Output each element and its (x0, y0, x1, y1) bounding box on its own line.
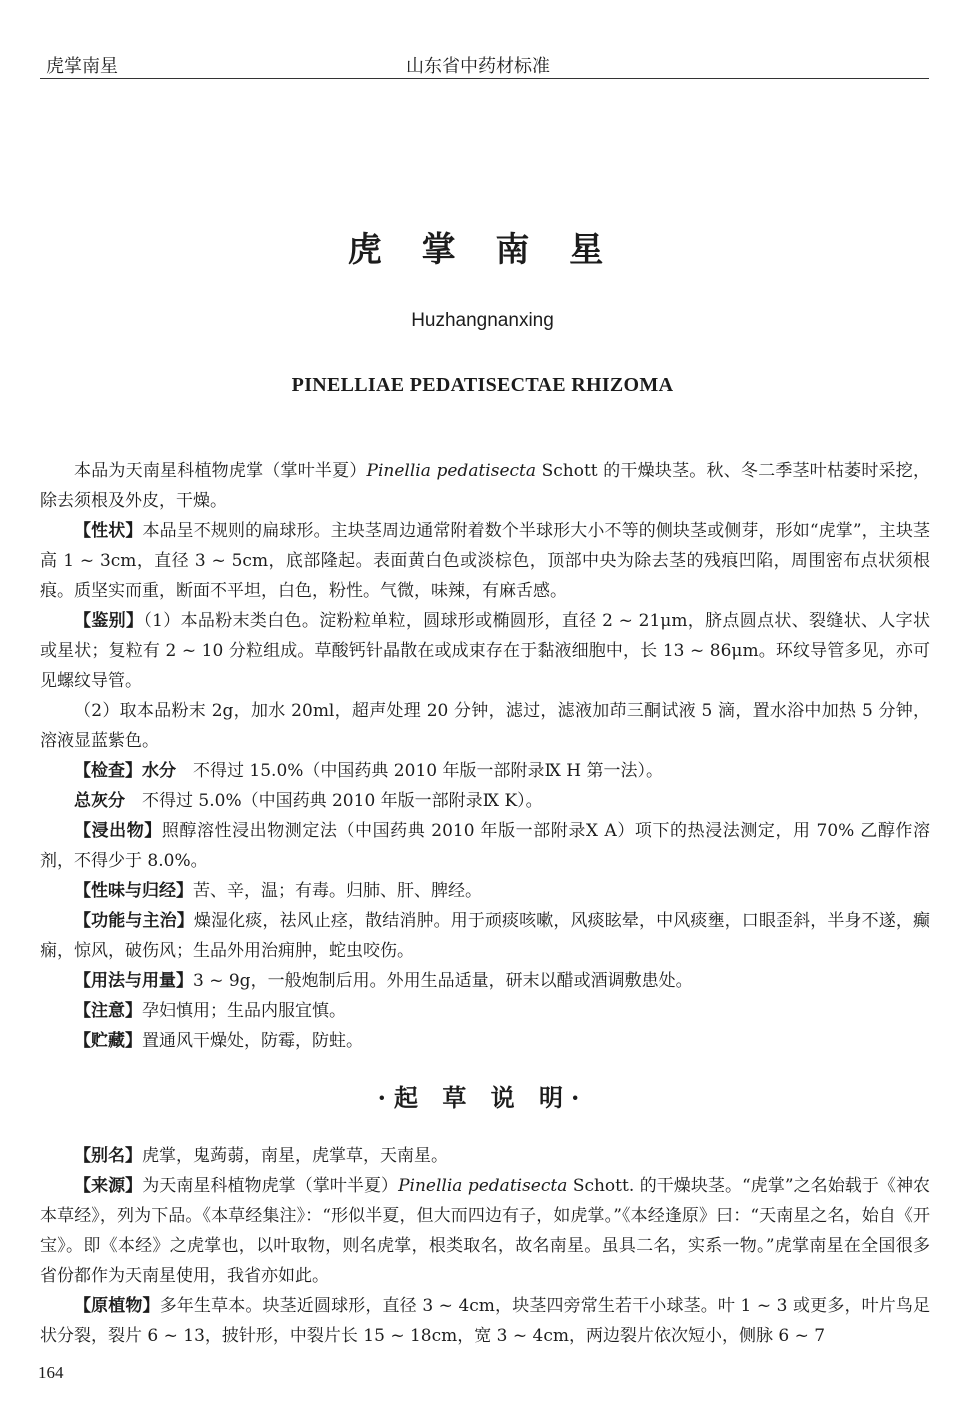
plant-paragraph: 【原植物】多年生草本。块茎近圆球形，直径 3 ~ 4cm，块茎四旁常生若干小球茎。叶 1 ~ 3 或更多，叶片鸟足状分裂，裂片 6 ~ 13，披针形，中裂片长 15 ~ 18cm，宽 3 ~ 4cm，两边裂片依次短小，侧脉 6 ~ 7 (40, 1296, 931, 1346)
section-label: 【贮藏】 (74, 1031, 142, 1051)
section-label: 【性状】 (74, 521, 143, 541)
storage-paragraph: 【贮藏】置通风干燥处，防霉，防蛀。 (74, 1031, 363, 1051)
intro-paragraph: 本品为天南星科植物虎掌（掌叶半夏）Pinellia pedatisecta Schott 的干燥块茎。秋、冬二季茎叶枯萎时采挖，除去须根及外皮，干燥。 (40, 461, 930, 511)
extract-paragraph: 【浸出物】照醇溶性浸出物测定法（中国药典 2010 年版一部附录Ⅹ A）项下的热浸法测定，用 70% 乙醇作溶剂，不得少于 8.0%。 (40, 821, 930, 871)
species-name: Pinellia pedatisecta (366, 461, 536, 481)
section-label: 【浸出物】 (74, 821, 162, 841)
page-number: 164 (38, 1363, 64, 1382)
drafting-notes-body (40, 1141, 930, 1351)
section-label: 【原植物】 (74, 1296, 160, 1316)
identification-paragraph-2: （2）取本品粉末 2g，加水 20ml，超声处理 20 分钟，滤过，滤液加茚三酮试液 5 滴，置水浴中加热 5 分钟，溶液显蓝紫色。 (40, 701, 930, 751)
section-label: 【功能与主治】 (74, 911, 194, 931)
header-left-title: 虎掌南星 (46, 56, 118, 77)
source-paragraph: 【来源】为天南星科植物虎掌（掌叶半夏）Pinellia pedatisecta Schott. 的干燥块茎。“虎掌”之名始载于《神农本草经》，列为下品。《本草经集注》：“形似半夏，但大而四边有子，如虎掌。”《本经逢原》曰：“天南星之名，始自《开宝》。即《本经》之虎掌也，以叶取物，则名虎掌，根类取名，故名南星。虽具二名，实系一物。”虎掌南星在全国很多省份都作为天南星使用，我省亦如此。 (40, 1176, 931, 1286)
monograph-body (40, 456, 930, 1056)
function-paragraph: 【功能与主治】燥湿化痰，祛风止痉，散结消肿。用于顽痰咳嗽，风痰眩晕，中风痰壅，口眼歪斜，半身不遂，癫痫，惊风，破伤风；生品外用治痈肿，蛇虫咬伤。 (40, 911, 931, 961)
latin-name: PINELLIAE PEDATISECTAE RHIZOMA (291, 374, 674, 396)
header-book-title: 山东省中药材标准 (406, 56, 550, 77)
running-header (40, 48, 929, 79)
section-label: 【检查】 (74, 761, 142, 781)
nature-paragraph: 【性味与归经】苦、辛，温；有毒。归肺、肝、脾经。 (74, 881, 482, 901)
section-label: 【性味与归经】 (74, 881, 193, 901)
ash-paragraph: 总灰分 不得过 5.0%（中国药典 2010 年版一部附录Ⅸ K）。 (74, 791, 543, 811)
section-label: 【用法与用量】 (74, 971, 193, 991)
alias-paragraph: 【别名】虎掌，鬼蒟蒻，南星，虎掌草，天南星。 (74, 1146, 448, 1166)
inspection-paragraph: 【检查】水分 不得过 15.0%（中国药典 2010 年版一部附录Ⅸ H 第一法）。 (74, 761, 664, 781)
section-label: 【鉴别】 (74, 611, 144, 631)
dosage-paragraph: 【用法与用量】3 ~ 9g，一般炮制后用。外用生品适量，研末以醋或酒调敷患处。 (74, 971, 693, 991)
section-label: 【别名】 (74, 1146, 142, 1166)
section-label: 【来源】 (74, 1176, 143, 1196)
section-label: 【注意】 (74, 1001, 142, 1021)
pinyin-name: Huzhangnanxing (411, 310, 554, 331)
identification-paragraph: 【鉴别】（1）本品粉末类白色。淀粉粒单粒，圆球形或椭圆形，直径 2 ~ 21μm，脐点圆点状、裂缝状、人字状或星状；复粒有 2 ~ 10 分粒组成。草酸钙针晶散在或成束存在于黏液细胞中，长 13 ~ 86μm。环纹导管多见，亦可见螺纹导管。 (40, 611, 931, 691)
page-title: 虎 掌 南 星 (347, 230, 618, 270)
species-name: Pinellia pedatisecta (398, 1176, 568, 1196)
drafting-notes-title: ·起 草 说 明· (377, 1083, 588, 1112)
characters-paragraph: 【性状】本品呈不规则的扁球形。主块茎周边通常附着数个半球形大小不等的侧块茎或侧芽，形如“虎掌”，主块茎高 1 ~ 3cm，直径 3 ~ 5cm，底部隆起。表面黄白色或淡棕色，顶部中央为除去茎的残痕凹陷，周围密布点状须根痕。质坚实而重，断面不平坦，白色，粉性。气微，味辣，有麻舌感。 (40, 521, 930, 601)
caution-paragraph: 【注意】孕妇慎用；生品内服宜慎。 (74, 1001, 346, 1021)
